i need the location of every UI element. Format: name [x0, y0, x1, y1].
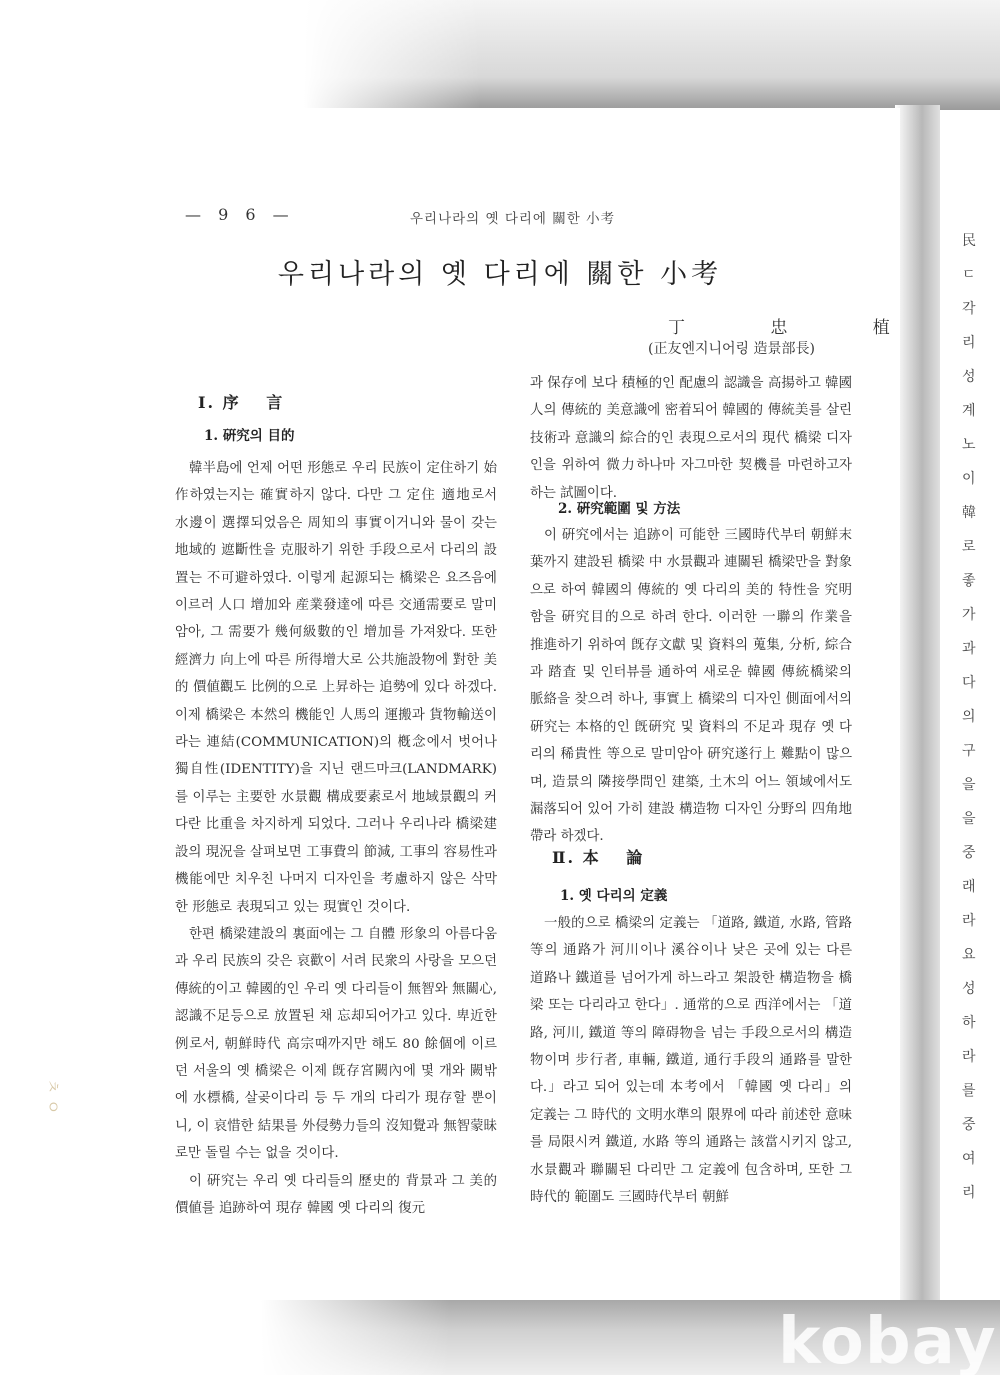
section-heading-introduction: Ⅰ. 序 言 — [198, 393, 285, 412]
author-name: 丁 忠 植 — [668, 318, 930, 338]
section-heading-main: Ⅱ. 本 論 — [552, 848, 645, 867]
adjacent-page-glyph: 계 — [962, 403, 976, 419]
adjacent-page-glyph: 를 — [962, 1083, 976, 1099]
adjacent-page-glyph: 民 — [962, 233, 976, 249]
adjacent-page-glyph: 중 — [962, 845, 976, 861]
paragraph: 과 保存에 보다 積極的인 配慮의 認識을 高揚하고 韓國人의 傳統的 美意識에 密着되어 韓國的 傳統美를 살린 技術과 意識의 綜合的인 表現으로서의 現代 橋梁 디자인을 위하여 微力하나마 자그마한 契機를 마련하고자 하는 試圖이다. — [530, 376, 852, 501]
adjacent-page-glyph: 韓 — [962, 505, 976, 521]
adjacent-page-glyph: 라 — [962, 913, 976, 929]
adjacent-page-glyph: 요 — [962, 947, 976, 963]
paragraph: 한편 橋梁建設의 裏面에는 그 自體 形象의 아름다움과 우리 民族의 갖은 哀歡이 서려 民衆의 사랑을 모으던 傳統的이고 韓國的인 우리 옛 다리들이 無智와 無關心, 認識不足등으로 放置된 채 忘却되어가고 있다. 卑近한 例로서, 朝鮮時代 高宗때까지만 해도 80 餘個에 이르던 서울의 옛 橋梁은 이제 旣存宮闕內에 몇 개와 闕밖에 水標橋, 살곶이다리 등 두 개의 다리가 現存할 뿐이니, 이 哀惜한 結果를 外侵勢力들의 沒知覺과 無智蒙昧로만 돌릴 수는 없을 것이다. — [175, 926, 498, 1162]
right-column-definition — [530, 910, 852, 1211]
left-column — [175, 455, 497, 1222]
paragraph: 韓半島에 언제 어떤 形態로 우리 民族이 定住하기 始作하였는지는 確實하지 않다. 다만 그 定住 適地로서 水邊이 選擇되었음은 周知의 事實이거니와 물이 갖는 地域的 遮斷性을 克服하기 위한 手段으로서 다리의 設置는 不可避하였다. 이렇게 起源되는 橋梁은 요즈음에 이르러 人口 增加와 産業發達에 따른 交通需要로 말미암아, 그 需要가 幾何級數的인 增加를 가져왔다. 또한 經濟力 向上에 따른 所得增大로 公共施設物에 對한 美的 價値觀도 比例的으로 上昇하는 追勢에 있다 하겠다. 이제 橋梁은 本然의 機能인 人馬의 運搬과 貨物輸送이라는 連結(COMMUNICATION)의 槪念에서 벗어나 獨自性(IDENTITY)을 지닌 랜드마크(LANDMARK)를 이루는 主要한 水景觀 構成要素로서 地域景觀의 커다란 比重을 차지하게 되었다. 그러나 우리나라 橋梁建設의 現況을 살펴보면 工事費의 節減, 工事의 容易性과 機能에만 치우친 나머지 디자인을 考慮하지 않은 삭막한 形態로 表現되고 있는 現實인 것이다. — [175, 461, 498, 915]
running-title: 우리나라의 옛 다리에 關한 小考 — [410, 211, 616, 227]
adjacent-page-glyph: 라 — [962, 1049, 976, 1065]
adjacent-page-glyph: 성 — [962, 369, 976, 385]
right-column-scope — [530, 522, 852, 851]
scan-shadow-top — [40, 0, 1000, 110]
paragraph: 이 硏究에서는 追跡이 可能한 三國時代부터 朝鮮末葉까지 建設된 橋梁 中 水景觀과 連關된 橋梁만을 對象으로 하여 韓國의 傳統的 옛 다리의 美的 特性을 究明함을 硏究目的으로 하려 한다. 이러한 一聯의 作業을 推進하기 위하여 旣存文獻 및 資料의 蒐集, 分析, 綜合과 踏査 및 인터뷰를 通하여 새로운 韓國 傳統橋梁의 脈絡을 찾으려 하나, 事實上 橋梁의 디자인 側面에서의 硏究는 本格的인 旣硏究 및 資料의 不足과 現存 옛 다리의 稀貴性 等으로 말미암아 硏究遂行上 難點이 많으며, 造景의 隣接學問인 建築, 土木의 어느 領域에서도 漏落되어 있어 가히 建設 構造物 디자인 分野의 四角地帶라 하겠다. — [530, 528, 852, 845]
watermark-logo: kobay — [778, 1305, 997, 1379]
adjacent-page-glyph: 가 — [962, 607, 976, 623]
adjacent-page-glyph: 로 — [962, 539, 976, 555]
side-stain: ㅊ ㅇ — [43, 1078, 63, 1115]
adjacent-page-glyph: 중 — [962, 1117, 976, 1133]
adjacent-page-glyph: 성 — [962, 981, 976, 997]
subsection-heading-purpose: 1. 硏究의 目的 — [204, 428, 295, 444]
paragraph: 一般的으로 橋梁의 定義는 「道路, 鐵道, 水路, 管路 等의 通路가 河川이나 溪谷이나 낮은 곳에 있는 다른 道路나 鐵道를 넘어가게 하느라고 架設한 構造物을 橋梁 또는 다리라고 한다」. 通常的으로 西洋에서는 「道路, 河川, 鐵道 等의 障碍物을 넘는 手段으로서의 構造物이며 步行者, 車輛, 鐵道, 通行手段의 通路를 말한다.」라고 되어 있는데 本考에서 「韓國 옛 다리」의 定義는 그 時代的 文明水準의 限界에 따라 前述한 意味를 局限시켜 鐵道, 水路 等의 通路는 該當시키지 않고, 水景觀과 聯關된 다리만 그 定義에 包含하며, 또한 그 時代的 範圍도 三國時代부터 朝鮮 — [530, 916, 852, 1206]
subsection-heading-scope: 2. 硏究範圍 및 方法 — [558, 501, 681, 517]
page-number: — 9 6 — — [185, 205, 295, 224]
adjacent-page-glyph: 여 — [962, 1151, 976, 1167]
adjacent-page-glyph: 리 — [962, 1185, 976, 1201]
author-affiliation: (正友엔지니어링 造景部長) — [648, 341, 815, 357]
adjacent-page-edge — [940, 230, 1000, 1230]
adjacent-page-glyph: 의 — [962, 709, 976, 725]
paragraph: 이 硏究는 우리 옛 다리들의 歷史的 背景과 그 美的 價値를 追跡하여 現存 韓國 옛 다리의 復元 — [175, 1173, 497, 1216]
adjacent-page-glyph: 리 — [962, 335, 976, 351]
adjacent-page-glyph: 좋 — [962, 573, 976, 589]
adjacent-page-glyph: 을 — [962, 811, 976, 827]
adjacent-page-glyph: ㄷ — [962, 267, 976, 283]
adjacent-page-glyph: 래 — [962, 879, 976, 895]
adjacent-page-glyph: 하 — [962, 1015, 976, 1031]
right-column — [530, 370, 852, 507]
adjacent-page-glyph: 구 — [962, 743, 976, 759]
subsection-heading-definition: 1. 옛 다리의 定義 — [560, 888, 668, 904]
adjacent-page-glyph: 이 — [962, 471, 976, 487]
adjacent-page-glyph: 을 — [962, 777, 976, 793]
adjacent-page-glyph: 각 — [962, 301, 976, 317]
article-title: 우리나라의 옛 다리에 關한 小考 — [277, 259, 723, 290]
adjacent-page-glyph: 과 — [962, 641, 976, 657]
adjacent-page-glyph: 노 — [962, 437, 976, 453]
adjacent-page-glyph: 다 — [962, 675, 976, 691]
